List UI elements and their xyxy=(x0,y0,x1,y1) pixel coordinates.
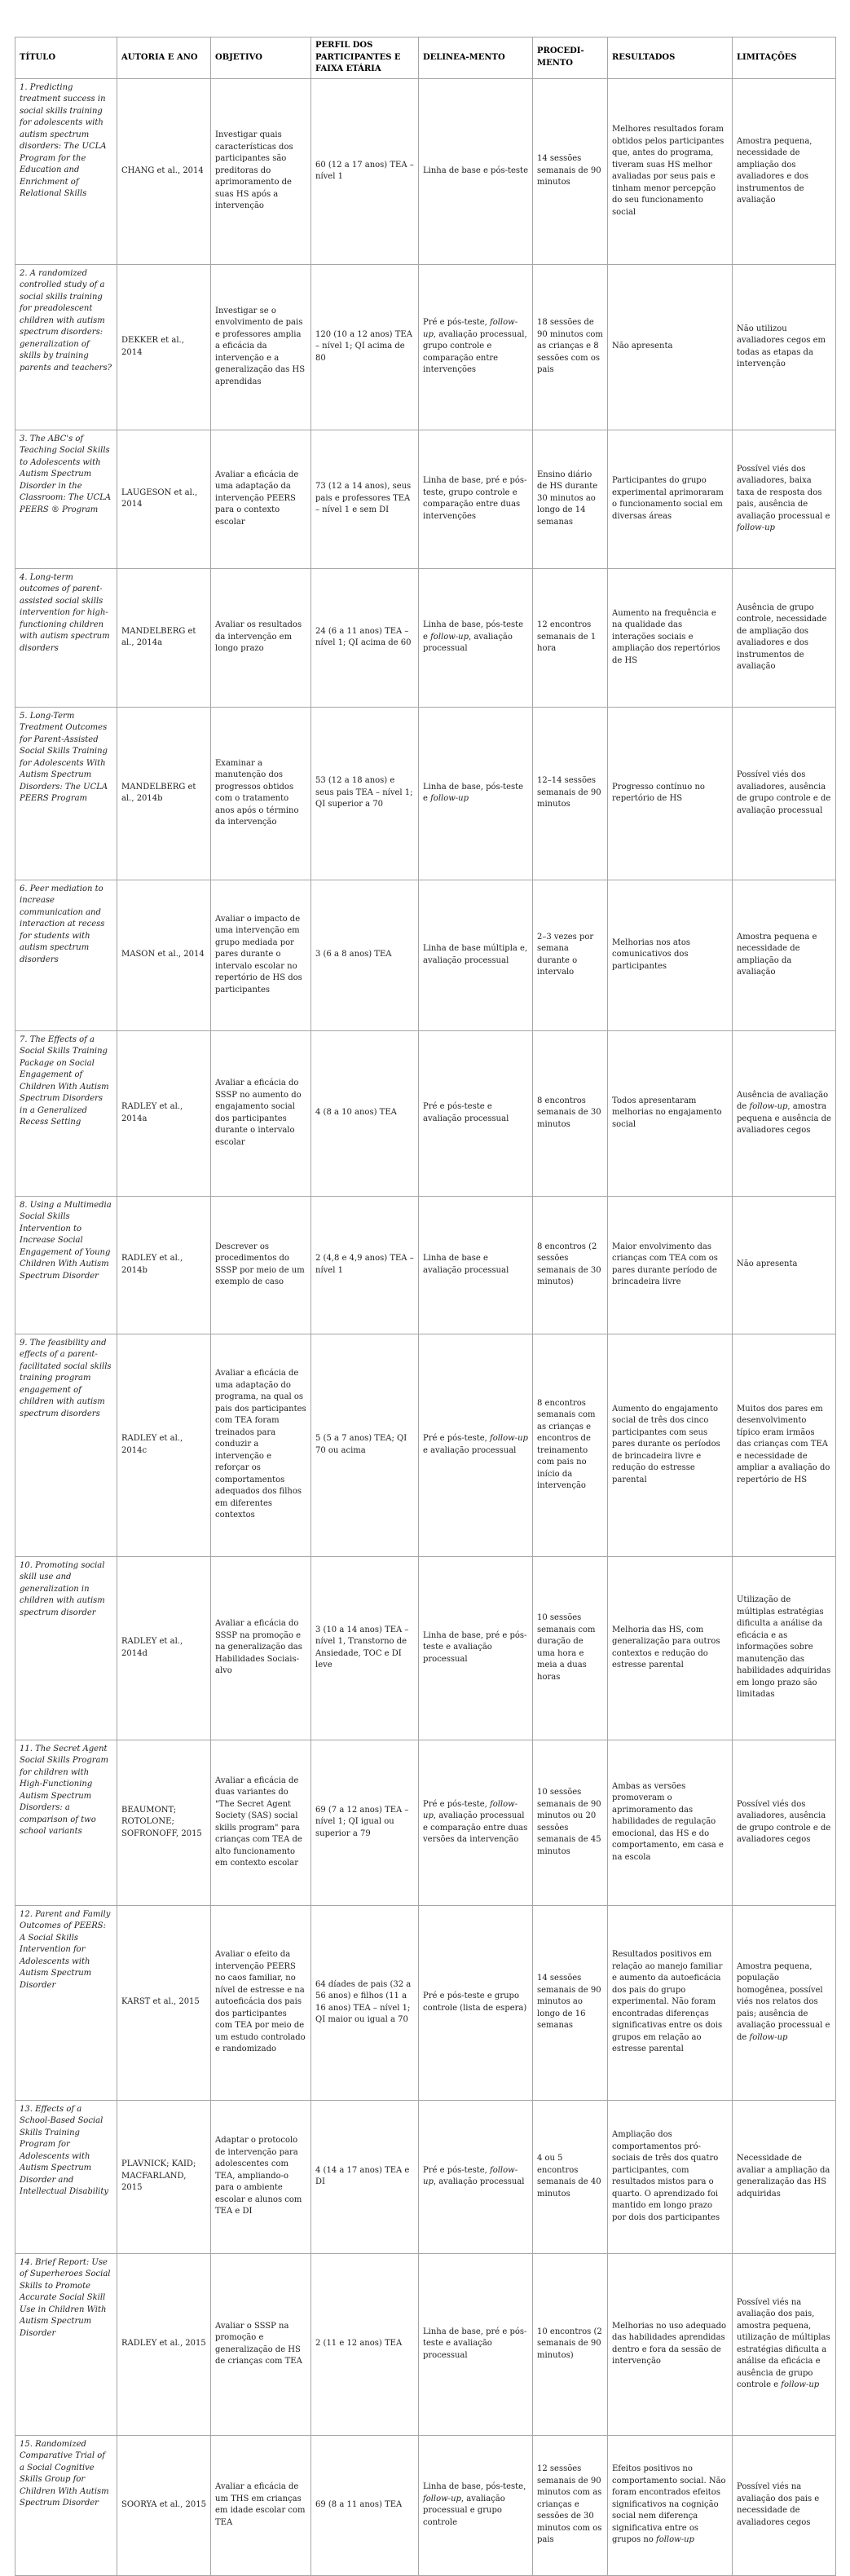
cell-autoria-e-ano: MASON et al., 2014 xyxy=(117,880,211,1030)
cell-objetivo: Avaliar a eficácia de uma adaptação da intervenção PEERS para o contexto escolar xyxy=(211,430,311,568)
cell-objetivo: Examinar a manutenção dos progressos obtidos com o tratamento anos após o término da intervenção xyxy=(211,707,311,880)
cell-procedimento: 10 sessões semanais com duração de uma hora e meia a duas horas xyxy=(533,1556,608,1740)
cell-autoria-e-ano: DEKKER et al., 2014 xyxy=(117,264,211,430)
cell-objetivo: Descrever os procedimentos do SSSP por meio de um exemplo de caso xyxy=(211,1196,311,1334)
cell-procedimento: 14 sessões semanais de 90 minutos xyxy=(533,78,608,264)
cell-perfil-participantes: 24 (6 a 11 anos) TEA – nível 1; QI acima de 60 xyxy=(311,568,419,707)
table-row xyxy=(15,880,836,1030)
cell-resultados: Resultados positivos em relação ao manejo familiar e aumento da autoeficácia dos pais do grupo experimental. Não foram encontradas diferenças significativas entre os dois grupos em relação ao estresse parental xyxy=(608,1905,733,2100)
table-row xyxy=(15,1556,836,1740)
cell-procedimento: 8 encontros semanais com as crianças e encontros de treinamento com pais no início da intervenção xyxy=(533,1334,608,1556)
cell-objetivo: Avaliar o SSSP na promoção e generalização de HS de crianças com TEA xyxy=(211,2253,311,2435)
cell-resultados: Participantes do grupo experimental aprimoraram o funcionamento social em diversas áreas xyxy=(608,430,733,568)
cell-limitacoes: Possível viés dos avaliadores, baixa taxa de resposta dos pais, ausência de avaliação processual e follow-up xyxy=(733,430,836,568)
cell-perfil-participantes: 69 (7 a 12 anos) TEA – nível 1; QI igual ou superior a 79 xyxy=(311,1740,419,1905)
cell-delineamento: Linha de base, pré e pós-teste, grupo controle e comparação entre duas intervenções xyxy=(419,430,533,568)
cell-limitacoes: Ausência de grupo controle, necessidade de ampliação dos avaliadores e dos instrumentos de avaliação xyxy=(733,568,836,707)
cell-limitacoes: Ausência de avaliação de follow-up, amostra pequena e ausência de avaliadores cegos xyxy=(733,1030,836,1196)
cell-titulo: 10. Promoting social skill use and generalization in children with autism spectrum disorder xyxy=(15,1556,117,1740)
table-row xyxy=(15,78,836,264)
cell-autoria-e-ano: LAUGESON et al., 2014 xyxy=(117,430,211,568)
systematic-review-table xyxy=(15,37,836,2576)
header-titulo: TÍTULO xyxy=(15,37,117,79)
cell-titulo: 5. Long-Term Treatment Outcomes for Parent-Assisted Social Skills Training for Adolescents With Autism Spectrum Disorders: The UCLA PEERS Program xyxy=(15,707,117,880)
header-delineamento: DELINEA-MENTO xyxy=(419,37,533,79)
cell-resultados: Progresso contínuo no repertório de HS xyxy=(608,707,733,880)
header-procedimento: PROCEDI-MENTO xyxy=(533,37,608,79)
cell-resultados: Aumento do engajamento social de três dos cinco participantes com seus pares durante os períodos de brincadeira livre e redução do estresse parental xyxy=(608,1334,733,1556)
cell-limitacoes: Possível viés dos avaliadores, ausência de grupo controle e de avaliadores cegos xyxy=(733,1740,836,1905)
cell-autoria-e-ano: BEAUMONT; ROTOLONE; SOFRONOFF, 2015 xyxy=(117,1740,211,1905)
cell-autoria-e-ano: RADLEY et al., 2014c xyxy=(117,1334,211,1556)
cell-autoria-e-ano: SOORYA et al., 2015 xyxy=(117,2435,211,2575)
cell-resultados: Todos apresentaram melhorias no engajamento social xyxy=(608,1030,733,1196)
cell-resultados: Aumento na frequência e na qualidade das interações sociais e ampliação dos repertórios de HS xyxy=(608,568,733,707)
table-row xyxy=(15,707,836,880)
cell-objetivo: Investigar se o envolvimento de pais e professores amplia a eficácia da intervenção e a generalização das HS aprendidas xyxy=(211,264,311,430)
table-row xyxy=(15,2253,836,2435)
cell-procedimento: 8 encontros semanais de 30 minutos xyxy=(533,1030,608,1196)
cell-procedimento: Ensino diário de HS durante 30 minutos ao longo de 14 semanas xyxy=(533,430,608,568)
cell-objetivo: Avaliar a eficácia do SSSP no aumento do engajamento social dos participantes durante o intervalo escolar xyxy=(211,1030,311,1196)
cell-limitacoes: Amostra pequena e necessidade de ampliação da avaliação xyxy=(733,880,836,1030)
cell-objetivo: Avaliar a eficácia do SSSP na promoção e na generalização das Habilidades Sociais-alvo xyxy=(211,1556,311,1740)
table-row xyxy=(15,1905,836,2100)
table-row xyxy=(15,568,836,707)
table-row xyxy=(15,430,836,568)
cell-titulo: 4. Long-term outcomes of parent-assisted social skills intervention for high-functioning children with autism spectrum disorders xyxy=(15,568,117,707)
cell-procedimento: 14 sessões semanais de 90 minutos ao longo de 16 semanas xyxy=(533,1905,608,2100)
table-row xyxy=(15,264,836,430)
cell-titulo: 14. Brief Report: Use of Superheroes Social Skills to Promote Accurate Social Skill Use in Children With Autism Spectrum Disorder xyxy=(15,2253,117,2435)
table-row xyxy=(15,2435,836,2575)
cell-titulo: 1. Predicting treatment success in social skills training for adolescents with autism spectrum disorders: The UCLA Program for the Education and Enrichment of Relational Skills xyxy=(15,78,117,264)
cell-titulo: 8. Using a Multimedia Social Skills Intervention to Increase Social Engagement of Young Children With Autism Spectrum Disorder xyxy=(15,1196,117,1334)
table-row xyxy=(15,1334,836,1556)
cell-autoria-e-ano: KARST et al., 2015 xyxy=(117,1905,211,2100)
header-perfil-participantes: PERFIL DOS PARTICIPANTES E FAIXA ETÁRIA xyxy=(311,37,419,79)
cell-limitacoes: Muitos dos pares em desenvolvimento típico eram irmãos das crianças com TEA e necessidade de ampliar a avaliação do repertório de HS xyxy=(733,1334,836,1556)
cell-titulo: 13. Effects of a School-Based Social Skills Training Program for Adolescents with Autism Spectrum Disorder and Intellectual Disability xyxy=(15,2100,117,2253)
cell-objetivo: Avaliar os resultados da intervenção em longo prazo xyxy=(211,568,311,707)
cell-delineamento: Pré e pós-teste, follow-up, avaliação processual e comparação entre duas versões da intervenção xyxy=(419,1740,533,1905)
cell-perfil-participantes: 64 díades de pais (32 a 56 anos) e filhos (11 a 16 anos) TEA – nível 1; QI maior ou igual a 70 xyxy=(311,1905,419,2100)
cell-procedimento: 2–3 vezes por semana durante o intervalo xyxy=(533,880,608,1030)
cell-resultados: Ampliação dos comportamentos pró-sociais de três dos quatro participantes, com resultados mistos para o quarto. O aprendizado foi mantido em longo prazo por dois dos participantes xyxy=(608,2100,733,2253)
cell-autoria-e-ano: MANDELBERG et al., 2014a xyxy=(117,568,211,707)
cell-autoria-e-ano: CHANG et al., 2014 xyxy=(117,78,211,264)
cell-objetivo: Avaliar a eficácia de uma adaptação do programa, na qual os pais dos participantes com TEA foram treinados para conduzir a intervenção e reforçar os comportamentos adequados dos filhos em diferentes contextos xyxy=(211,1334,311,1556)
cell-procedimento: 12–14 sessões semanais de 90 minutos xyxy=(533,707,608,880)
cell-perfil-participantes: 4 (8 a 10 anos) TEA xyxy=(311,1030,419,1196)
cell-limitacoes: Possível viés na avaliação dos pais e necessidade de avaliadores cegos xyxy=(733,2435,836,2575)
cell-objetivo: Investigar quais características dos participantes são preditoras do aprimoramento de suas HS após a intervenção xyxy=(211,78,311,264)
cell-perfil-participantes: 2 (4,8 e 4,9 anos) TEA – nível 1 xyxy=(311,1196,419,1334)
cell-limitacoes: Possível viés na avaliação dos pais, amostra pequena, utilização de múltiplas estratégias dificulta a análise da eficácia e ausência de grupo controle e follow-up xyxy=(733,2253,836,2435)
cell-titulo: 3. The ABC's of Teaching Social Skills to Adolescents with Autism Spectrum Disorder in the Classroom: The UCLA PEERS ® Program xyxy=(15,430,117,568)
cell-autoria-e-ano: MANDELBERG et al., 2014b xyxy=(117,707,211,880)
cell-delineamento: Linha de base, pós-teste, follow-up, avaliação processual e grupo controle xyxy=(419,2435,533,2575)
table-row xyxy=(15,2100,836,2253)
cell-titulo: 9. The feasibility and effects of a parent-facilitated social skills training program engagement of children with autism spectrum disorders xyxy=(15,1334,117,1556)
cell-delineamento: Linha de base, pré e pós-teste e avaliação processual xyxy=(419,2253,533,2435)
table-row xyxy=(15,1030,836,1196)
table-header-row xyxy=(15,37,836,79)
cell-resultados: Melhorias nos atos comunicativos dos participantes xyxy=(608,880,733,1030)
cell-procedimento: 8 encontros (2 sessões semanais de 30 minutos) xyxy=(533,1196,608,1334)
cell-objetivo: Avaliar o efeito da intervenção PEERS no caos familiar, no nível de estresse e na autoeficácia dos pais dos participantes com TEA por meio de um estudo controlado e randomizado xyxy=(211,1905,311,2100)
cell-limitacoes: Amostra pequena, necessidade de ampliação dos avaliadores e dos instrumentos de avaliação xyxy=(733,78,836,264)
cell-procedimento: 12 encontros semanais de 1 hora xyxy=(533,568,608,707)
header-autoria-e-ano: AUTORIA E ANO xyxy=(117,37,211,79)
cell-perfil-participantes: 3 (6 a 8 anos) TEA xyxy=(311,880,419,1030)
header-resultados: RESULTADOS xyxy=(608,37,733,79)
cell-perfil-participantes: 3 (10 a 14 anos) TEA – nível 1, Transtorno de Ansiedade, TOC e DI leve xyxy=(311,1556,419,1740)
cell-objetivo: Avaliar a eficácia de duas variantes do "The Secret Agent Society (SAS) social skills program" para crianças com TEA de alto funcionamento em contexto escolar xyxy=(211,1740,311,1905)
cell-titulo: 15. Randomized Comparative Trial of a Social Cognitive Skills Group for Children With Autism Spectrum Disorder xyxy=(15,2435,117,2575)
cell-autoria-e-ano: RADLEY et al., 2015 xyxy=(117,2253,211,2435)
cell-delineamento: Linha de base, pós-teste e follow-up, avaliação processual xyxy=(419,568,533,707)
cell-delineamento: Linha de base múltipla e, avaliação processual xyxy=(419,880,533,1030)
cell-delineamento: Linha de base e avaliação processual xyxy=(419,1196,533,1334)
cell-resultados: Não apresenta xyxy=(608,264,733,430)
table-body xyxy=(15,78,836,2575)
cell-perfil-participantes: 53 (12 a 18 anos) e seus pais TEA – nível 1; QI superior a 70 xyxy=(311,707,419,880)
cell-autoria-e-ano: RADLEY et al., 2014a xyxy=(117,1030,211,1196)
cell-objetivo: Adaptar o protocolo de intervenção para adolescentes com TEA, ampliando-o para o ambiente escolar e alunos com TEA e DI xyxy=(211,2100,311,2253)
cell-limitacoes: Amostra pequena, população homogênea, possível viés nos relatos dos pais; ausência de avaliação processual e de follow-up xyxy=(733,1905,836,2100)
cell-delineamento: Linha de base, pós-teste e follow-up xyxy=(419,707,533,880)
cell-perfil-participantes: 69 (8 a 11 anos) TEA xyxy=(311,2435,419,2575)
cell-titulo: 2. A randomized controlled study of a social skills training for preadolescent children with autism spectrum disorders: generalization of skills by training parents and teachers? xyxy=(15,264,117,430)
cell-delineamento: Pré e pós-teste e grupo controle (lista de espera) xyxy=(419,1905,533,2100)
cell-autoria-e-ano: RADLEY et al., 2014b xyxy=(117,1196,211,1334)
cell-limitacoes: Necessidade de avaliar a ampliação da generalização das HS adquiridas xyxy=(733,2100,836,2253)
cell-limitacoes: Possível viés dos avaliadores, ausência de grupo controle e de avaliação processual xyxy=(733,707,836,880)
cell-delineamento: Pré e pós-teste, follow-up, avaliação processual xyxy=(419,2100,533,2253)
cell-resultados: Melhoria das HS, com generalização para outros contextos e redução do estresse parental xyxy=(608,1556,733,1740)
cell-perfil-participantes: 60 (12 a 17 anos) TEA – nível 1 xyxy=(311,78,419,264)
cell-delineamento: Linha de base, pré e pós-teste e avaliação processual xyxy=(419,1556,533,1740)
cell-titulo: 7. The Effects of a Social Skills Training Package on Social Engagement of Children With Autism Spectrum Disorders in a Generalized Recess Setting xyxy=(15,1030,117,1196)
cell-procedimento: 10 sessões semanais de 90 minutos ou 20 sessões semanais de 45 minutos xyxy=(533,1740,608,1905)
cell-delineamento: Pré e pós-teste e avaliação processual xyxy=(419,1030,533,1196)
cell-limitacoes: Não apresenta xyxy=(733,1196,836,1334)
table-row xyxy=(15,1196,836,1334)
cell-perfil-participantes: 2 (11 e 12 anos) TEA xyxy=(311,2253,419,2435)
cell-autoria-e-ano: RADLEY et al., 2014d xyxy=(117,1556,211,1740)
cell-objetivo: Avaliar a eficácia de um THS em crianças em idade escolar com TEA xyxy=(211,2435,311,2575)
header-limitacoes: LIMITAÇÕES xyxy=(733,37,836,79)
cell-titulo: 11. The Secret Agent Social Skills Program for children with High-Functioning Autism Spectrum Disorders: a comparison of two school variants xyxy=(15,1740,117,1905)
table-row xyxy=(15,1740,836,1905)
cell-delineamento: Pré e pós-teste, follow-up, avaliação processual, grupo controle e comparação entre intervenções xyxy=(419,264,533,430)
cell-objetivo: Avaliar o impacto de uma intervenção em grupo mediada por pares durante o intervalo escolar no repertório de HS dos participantes xyxy=(211,880,311,1030)
cell-titulo: 12. Parent and Family Outcomes of PEERS: A Social Skills Intervention for Adolescents with Autism Spectrum Disorder xyxy=(15,1905,117,2100)
cell-procedimento: 12 sessões semanais de 90 minutos com as crianças e sessões de 30 minutos com os pais xyxy=(533,2435,608,2575)
cell-resultados: Efeitos positivos no comportamento social. Não foram encontrados efeitos significativos na cognição social nem diferença significativa entre os grupos no follow-up xyxy=(608,2435,733,2575)
cell-procedimento: 18 sessões de 90 minutos com as crianças e 8 sessões com os pais xyxy=(533,264,608,430)
cell-resultados: Melhores resultados foram obtidos pelos participantes que, antes do programa, tiveram suas HS melhor avaliadas por seus pais e tinham menor percepção do seu funcionamento social xyxy=(608,78,733,264)
cell-autoria-e-ano: PLAVNICK; KAID; MACFARLAND, 2015 xyxy=(117,2100,211,2253)
cell-procedimento: 4 ou 5 encontros semanais de 40 minutos xyxy=(533,2100,608,2253)
cell-resultados: Ambas as versões promoveram o aprimoramento das habilidades de regulação emocional, das HS e do comportamento, em casa e na escola xyxy=(608,1740,733,1905)
cell-delineamento: Linha de base e pós-teste xyxy=(419,78,533,264)
cell-procedimento: 10 encontros (2 semanais de 90 minutos) xyxy=(533,2253,608,2435)
cell-perfil-participantes: 73 (12 a 14 anos), seus pais e professores TEA – nível 1 e sem DI xyxy=(311,430,419,568)
cell-delineamento: Pré e pós-teste, follow-up e avaliação processual xyxy=(419,1334,533,1556)
cell-titulo: 6. Peer mediation to increase communication and interaction at recess for students with autism spectrum disorders xyxy=(15,880,117,1030)
cell-resultados: Melhorias no uso adequado das habilidades aprendidas dentro e fora da sessão de intervenção xyxy=(608,2253,733,2435)
cell-perfil-participantes: 5 (5 a 7 anos) TEA; QI 70 ou acima xyxy=(311,1334,419,1556)
cell-perfil-participantes: 4 (14 a 17 anos) TEA e DI xyxy=(311,2100,419,2253)
cell-resultados: Maior envolvimento das crianças com TEA com os pares durante período de brincadeira livre xyxy=(608,1196,733,1334)
cell-perfil-participantes: 120 (10 a 12 anos) TEA – nível 1; QI acima de 80 xyxy=(311,264,419,430)
cell-limitacoes: Utilização de múltiplas estratégias dificulta a análise da eficácia e as informações sobre manutenção das habilidades adquiridas em longo prazo são limitadas xyxy=(733,1556,836,1740)
cell-limitacoes: Não utilizou avaliadores cegos em todas as etapas da intervenção xyxy=(733,264,836,430)
header-objetivo: OBJETIVO xyxy=(211,37,311,79)
